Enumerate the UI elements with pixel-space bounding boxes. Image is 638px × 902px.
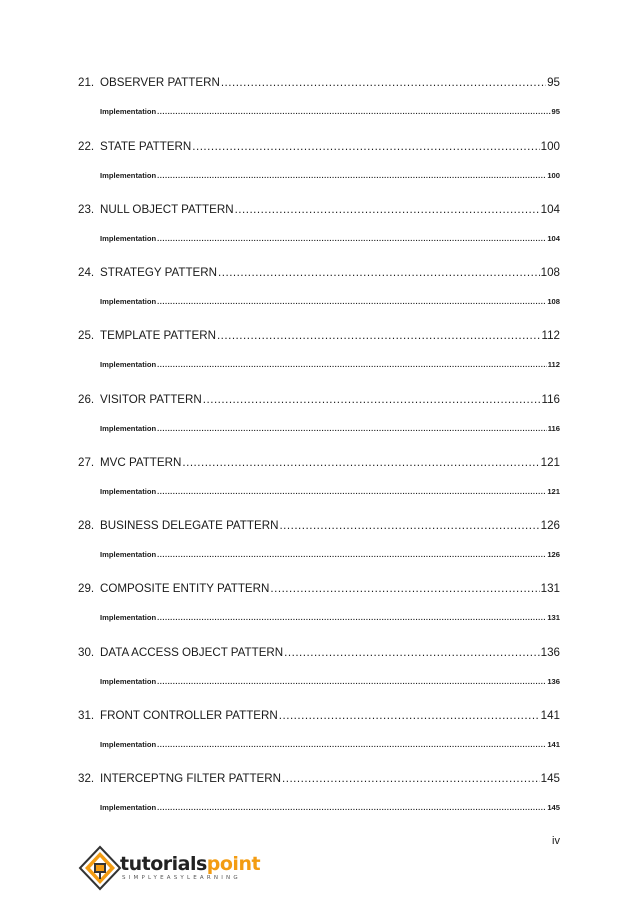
section-page: 116	[547, 424, 560, 433]
chapter-page: 116	[541, 393, 560, 406]
section-title: Implementation	[100, 487, 157, 496]
logo-tagline: SIMPLYEASYLEARNING	[122, 875, 241, 881]
dot-leader	[182, 456, 539, 469]
dot-leader	[217, 329, 541, 342]
chapter-number: 31.	[78, 709, 95, 722]
chapter-page: 141	[540, 709, 560, 722]
dot-leader	[157, 171, 546, 180]
section-page: 100	[547, 171, 560, 180]
logo-wordmark	[120, 853, 260, 875]
toc-chapter-row[interactable]	[78, 709, 560, 725]
chapter-page: 121	[540, 456, 560, 469]
toc-section-row[interactable]	[100, 677, 560, 688]
section-title: Implementation	[100, 107, 157, 116]
dot-leader	[157, 487, 546, 496]
toc-entry[interactable]	[78, 772, 560, 814]
toc-section-row[interactable]	[100, 107, 560, 118]
section-title: Implementation	[100, 613, 157, 622]
chapter-page: 95	[547, 76, 560, 89]
chapter-page: 108	[540, 266, 560, 279]
toc-chapter-row[interactable]	[78, 646, 560, 662]
chapter-number: 32.	[78, 772, 95, 785]
dot-leader	[284, 646, 539, 659]
section-title: Implementation	[100, 803, 157, 812]
chapter-number: 26.	[78, 393, 95, 406]
section-page: 95	[551, 107, 560, 116]
section-page: 112	[547, 360, 560, 369]
chapter-number: 29.	[78, 582, 95, 595]
toc-chapter-row[interactable]	[78, 140, 560, 156]
section-page: 136	[547, 677, 560, 686]
section-page: 141	[547, 740, 560, 749]
dot-leader	[218, 266, 540, 279]
chapter-page: 100	[540, 140, 560, 153]
tutorialspoint-logo-icon	[78, 845, 122, 891]
section-title: Implementation	[100, 677, 157, 686]
toc-chapter-row[interactable]	[78, 203, 560, 219]
dot-leader	[157, 234, 546, 243]
toc-entry[interactable]	[78, 266, 560, 308]
dot-leader	[157, 613, 546, 622]
dot-leader	[279, 709, 540, 722]
section-page: 108	[547, 297, 560, 306]
toc-entry[interactable]	[78, 76, 560, 118]
chapter-page: 112	[541, 329, 560, 342]
chapter-page: 126	[540, 519, 560, 532]
toc-section-row[interactable]	[100, 550, 560, 561]
chapter-number: 28.	[78, 519, 95, 532]
toc-chapter-row[interactable]	[78, 519, 560, 535]
section-page: 126	[547, 550, 560, 559]
chapter-title: BUSINESS DELEGATE PATTERN	[100, 519, 279, 532]
section-title: Implementation	[100, 297, 157, 306]
toc-section-row[interactable]	[100, 297, 560, 308]
chapter-title: TEMPLATE PATTERN	[100, 329, 216, 342]
section-page: 145	[547, 803, 560, 812]
chapter-number: 21.	[78, 76, 95, 89]
section-page: 104	[547, 234, 560, 243]
section-page: 131	[547, 613, 560, 622]
dot-leader	[157, 803, 546, 812]
toc-section-row[interactable]	[100, 360, 560, 371]
dot-leader	[270, 582, 539, 595]
section-title: Implementation	[100, 424, 157, 433]
dot-leader	[157, 677, 546, 686]
chapter-title: STATE PATTERN	[100, 140, 192, 153]
toc-chapter-row[interactable]	[78, 329, 560, 345]
toc-entry[interactable]	[78, 140, 560, 182]
toc-entry[interactable]	[78, 582, 560, 624]
section-title: Implementation	[100, 234, 157, 243]
dot-leader	[157, 360, 547, 369]
logo-word-point: point	[206, 853, 261, 875]
toc-section-row[interactable]	[100, 234, 560, 245]
toc-entry[interactable]	[78, 203, 560, 245]
toc-chapter-row[interactable]	[78, 456, 560, 472]
toc-section-row[interactable]	[100, 171, 560, 182]
chapter-title: FRONT CONTROLLER PATTERN	[100, 709, 278, 722]
dot-leader	[203, 393, 541, 406]
chapter-title: STRATEGY PATTERN	[100, 266, 218, 279]
chapter-page: 104	[540, 203, 560, 216]
dot-leader	[157, 550, 546, 559]
toc-section-row[interactable]	[100, 740, 560, 751]
toc-entry[interactable]	[78, 456, 560, 498]
toc-chapter-row[interactable]	[78, 266, 560, 282]
toc-chapter-row[interactable]	[78, 76, 560, 92]
chapter-page: 131	[540, 582, 560, 595]
toc-section-row[interactable]	[100, 803, 560, 814]
chapter-title: OBSERVER PATTERN	[100, 76, 220, 89]
dot-leader	[221, 76, 546, 89]
section-page: 121	[547, 487, 560, 496]
toc-entry[interactable]	[78, 329, 560, 371]
toc-chapter-row[interactable]	[78, 393, 560, 409]
chapter-number: 30.	[78, 646, 95, 659]
chapter-number: 23.	[78, 203, 95, 216]
chapter-title: COMPOSITE ENTITY PATTERN	[100, 582, 270, 595]
chapter-title: NULL OBJECT PATTERN	[100, 203, 234, 216]
tutorialspoint-logo	[78, 845, 261, 893]
section-title: Implementation	[100, 360, 157, 369]
dot-leader	[279, 519, 539, 532]
chapter-title: VISITOR PATTERN	[100, 393, 202, 406]
chapter-title: MVC PATTERN	[100, 456, 182, 469]
toc-section-row[interactable]	[100, 487, 560, 498]
toc-entry[interactable]	[78, 393, 560, 435]
dot-leader	[157, 424, 547, 433]
logo-word-tutorials: tutorials	[120, 853, 207, 875]
toc-chapter-row[interactable]	[78, 582, 560, 598]
section-title: Implementation	[100, 171, 157, 180]
chapter-title: DATA ACCESS OBJECT PATTERN	[100, 646, 284, 659]
toc-entry[interactable]	[78, 709, 560, 751]
chapter-number: 24.	[78, 266, 95, 279]
chapter-number: 25.	[78, 329, 95, 342]
toc-chapter-row[interactable]	[78, 772, 560, 788]
toc-section-row[interactable]	[100, 424, 560, 435]
toc-section-row[interactable]	[100, 613, 560, 624]
chapter-page: 136	[540, 646, 560, 659]
toc-entry[interactable]	[78, 646, 560, 688]
dot-leader	[282, 772, 540, 785]
dot-leader	[157, 740, 546, 749]
dot-leader	[157, 297, 546, 306]
toc-entry[interactable]	[78, 519, 560, 561]
section-title: Implementation	[100, 550, 157, 559]
section-title: Implementation	[100, 740, 157, 749]
dot-leader	[235, 203, 540, 216]
dot-leader	[157, 107, 550, 116]
chapter-number: 22.	[78, 140, 95, 153]
dot-leader	[192, 140, 539, 153]
page-number: iv	[552, 835, 560, 847]
chapter-number: 27.	[78, 456, 95, 469]
chapter-page: 145	[540, 772, 560, 785]
chapter-title: INTERCEPTNG FILTER PATTERN	[100, 772, 281, 785]
